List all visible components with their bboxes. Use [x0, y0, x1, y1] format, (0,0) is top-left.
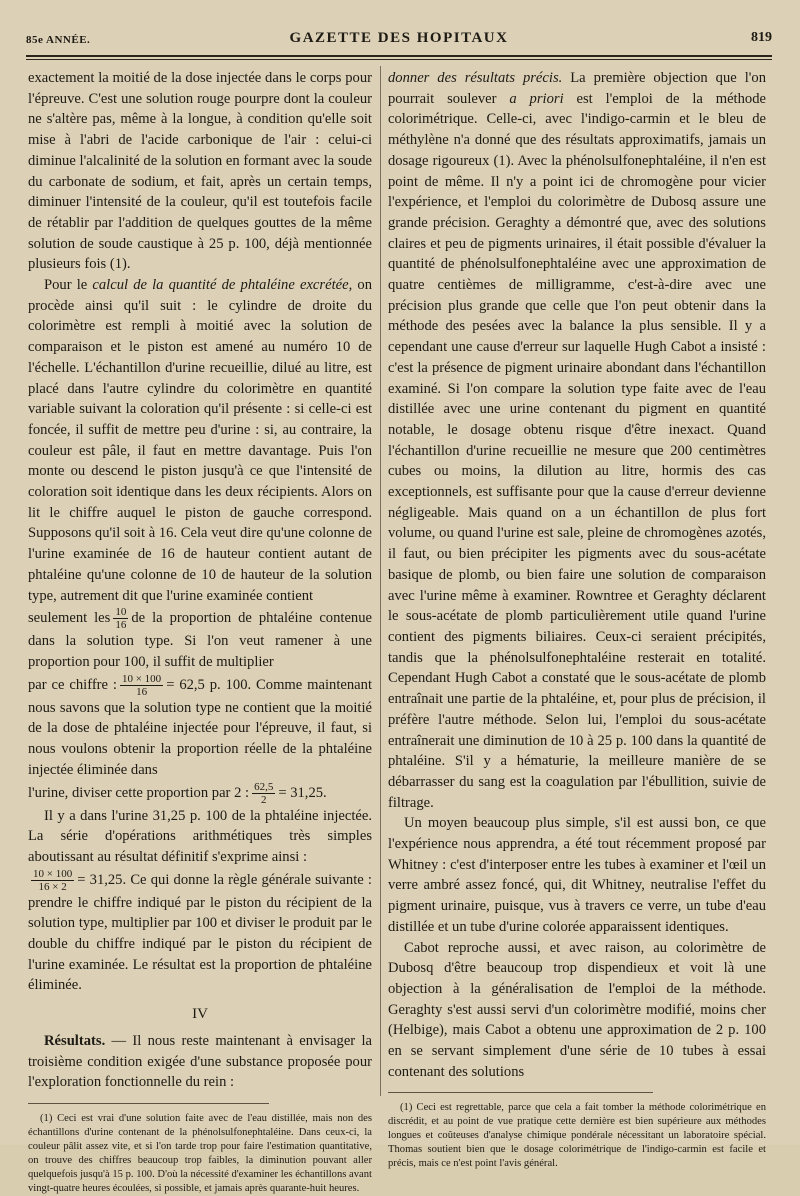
left-column	[28, 68, 372, 1196]
volume-label: 85e ANNÉE.	[26, 34, 91, 46]
running-header	[26, 30, 772, 50]
paragraph: Pour le calcul de la quantité de phtaléine excrétée, on procède ainsi qu'il suit : le cylindre de droite du colorimètre est rempli à moitié avec la solution de comparaison et le piston est amené au numéro 10 de l'échelle. L'échantillon d'urine recueillie, dilué au litre, est placé dans l'autre cylindre du colorimètre en quantité variable suivant la coloration qu'il présente : si celle-ci est foncée, il suffit de mettre peu d'urine : si, au contraire, la couleur est pâle, il faut en mettre davantage. Puis l'on monte ou descend le piston jusqu'à ce que l'intensité de coloration soit identique dans les deux récipients. Alors on lit le chiffre auquel le piston de gauche correspond. Supposons qu'il soit à 16. Cela veut dire qu'une colonne de l'urine examinée de 16 de hauteur contient autant de phtaléine qu'une colonne de 10 de hauteur de la solution type, autrement dit que l'urine examinée contient	[28, 277, 372, 604]
paragraph: donner des résultats précis. La première objection que l'on pourrait soulever a priori est l'emploi de la méthode colorimétrique. Celle-ci, avec l'indigo-carmin et le bleu de méthylène n'a donné que des résultats approximatifs, jamais un dosage rigoureux (1). Avec la phénolsulfonephtaléine, il n'en est point de même. Il n'y a point ici de chromogène pour vicier l'expérience, et l'emploi du colorimètre de Dubosq assure une grande précision. Geraghty a démontré que, avec des solutions claires et peu de pigments urinaires, il était possible d'évaluer la quantité de phénolsulfonephtaléine avec une approximation de quatre centièmes de milligramme, c'est-à-dire avec une précision plus grande que celle que l'on peut obtenir dans la méthode des pesées avec la balance la plus sensible. Il y a cependant une cause d'erreur sur laquelle Hugh Cabot a insisté : c'est la présence de pigment urinaire abondant dans l'échantillon examiné. Si l'on compare la solution type faite avec de l'eau distillée avec une urine contenant du pigment en quantité notable, le dosage obtenu risque d'être inexact. Quand l'échantillon d'urine recueillie ne mesure que 200 centimètres cubes ou moins, la dilution au litre, hormis des cas exceptionnels, est suffisante pour que la cause d'erreur devienne négligeable. Mais quand on a un échantillon de plus fort volume, ou quand l'urine est sale, pleine de chromogènes azotés, il faut, ou bien précipiter les pigments avec du sous-acétate basique de plomb, ou bien faire une solution de comparaison avec l'urine même à examiner. Rowntree et Geraghty déclarent le sous-acétate de plomb particulièrement utile quand l'urine contient des pigments biliaires. Ceux-ci seraient précipités, tandis que la phénolsulfonephtaléine resterait en totalité. Cependant Hugh Cabot a constaté que le sous-acétate de plomb entraînait une partie de la phtaléine, et, pour plus de précision, il préfère l'autre méthode. Selon lui, l'emploi du sous-acétate entraînerait une diminution de 10 à 25 p. 100 dans la quantité de phtaléine. S'il y a hématurie, la meilleure manière de se débarrasser du sang est la coagulation par l'ébullition, suivie de filtrage.	[388, 70, 766, 811]
fraction: $\frac{10}{16}$	[115, 606, 127, 632]
paragraph: Il y a dans l'urine 31,25 p. 100 de la phtaléine injectée. La série d'opérations arithmétiques très simples aboutissant au résultat définitif s'exprime ainsi :	[28, 807, 372, 865]
paragraph: par ce chiffre : $\frac{10 \times 100}{16}$ = 62,5 p. 100. Comme maintenant nous savons que la solution type ne contient que la moitié de la dose de phtaléine injectée pour l'épreuve, il faut, si nous voulons obtenir la proportion réelle de la phtaléine injectée éliminée dans	[28, 672, 372, 778]
section-number: IV	[192, 1006, 208, 1023]
paragraph: Cabot reproche aussi, et avec raison, au colorimètre de Dubosq d'être beaucoup trop dispendieux et voit là une objection à la généralisation de l'emploi de la méthode. Geraghty s'est aussi servi d'un colorimètre modifié, moins cher (Helbige), mais Cabot a obtenu une approximation de 2 p. 100 en se servant simplement d'une série de 10 tubes à essai contenant des solutions	[388, 939, 766, 1080]
paragraph: $\frac{10 \times 100}{16 \times 2}$ = 31,25. Ce qui donne la règle générale suivante : prendre le chiffre indiqué par le piston du récipient de la solution type, multiplier par 100 et diviser le produit par le double du chiffre indiqué par le piston du récipient de l'urine examinée. Le résultat est la proportion de phtaléine éliminée.	[28, 867, 372, 994]
paragraph: Résultats. — Il nous reste maintenant à envisager la troisième condition exigée d'une substance proposée pour l'exploration fonctionnelle du rein :	[28, 1032, 372, 1091]
paragraph: exactement la moitié de la dose injectée dans le corps pour l'épreuve. C'est une solution rouge pourpre dont la couleur ne s'altère pas, même à la longue, à condition qu'elle soit mise à l'abri de l'acide carbonique de l'air : celui-ci diminue l'alcalinité de la solution en formant avec la soude du carbonate de sodium, et fait, après un certain temps, diminuer l'intensité de la couleur, qu'il est toutefois facile de rétablir par l'addition de quelques gouttes de la même solution de soude caustique à 25 p. 100, déjà mentionnée plusieurs fois (1).	[28, 70, 372, 273]
fraction: $\frac{10 \times 100}{16 \times 2}$	[33, 867, 73, 893]
fraction: $\frac{62,5}{2}$	[254, 780, 274, 806]
footnote-rule	[388, 1092, 653, 1093]
paragraph: l'urine, diviser cette proportion par 2 : $\frac{62,5}{2}$ = 31,25.	[28, 780, 327, 806]
right-column	[388, 68, 766, 1171]
section-heading: Résultats.	[44, 1032, 106, 1049]
paragraph: seulement les $\frac{10}{16}$ de la proportion de phtaléine contenue dans la solution type. Si l'on veut ramener à une proportion pour 100, il suffit de multiplier	[28, 606, 372, 670]
footnote: (1) Ceci est regrettable, parce que cela a fait tomber la méthode colorimétrique en discrédit, et au point de vue pratique cette dernière est bien supérieure aux méthodes longues et coûteuses d'analyse chimique pondérale nécessitant un laboratoire spécial. Thomas soutient bien que le dosage colorimétrique de l'indigo-carmin est facile et précis, mais ce n'est point l'avis général.	[388, 1102, 766, 1170]
column-divider	[380, 66, 381, 1096]
page-number: 819	[751, 30, 772, 45]
paragraph: Un moyen beaucoup plus simple, s'il est aussi bon, ce que l'expérience nous apprendra, a été tout récemment proposé par Whitney : c'est d'interposer entre les tubes à examiner et l'œil un verre ambré assez foncé, qui, dit Whitney, neutralise l'effet du pigment urinaire, puisque, vus à travers ce verre, un tube d'eau distillée et un tube d'urine colorée apparaissent identiques.	[388, 815, 766, 935]
header-rule-thick	[26, 55, 772, 57]
journal-title: GAZETTE DES HOPITAUX	[289, 30, 509, 46]
fraction: $\frac{10 \times 100}{16}$	[121, 672, 162, 698]
footnote-rule	[28, 1103, 269, 1104]
header-rule-thin	[26, 59, 772, 60]
footnote: (1) Ceci est vrai d'une solution faite avec de l'eau distillée, mais non des échantillons d'urine contenant de la phénolsulfonephtaléine. Dans ceux-ci, la couleur pâlit assez vite, et si l'on tarde trop pour faire l'estimation quantitative, on trouve des chiffres beaucoup trop faibles, la diminution pouvant aller quelquefois jusqu'à 15 p. 100. D'où la nécessité d'examiner les échantillons avant vingt-quatre heures écoulées, si possible, et jamais après quarante-huit heures.	[28, 1112, 372, 1194]
